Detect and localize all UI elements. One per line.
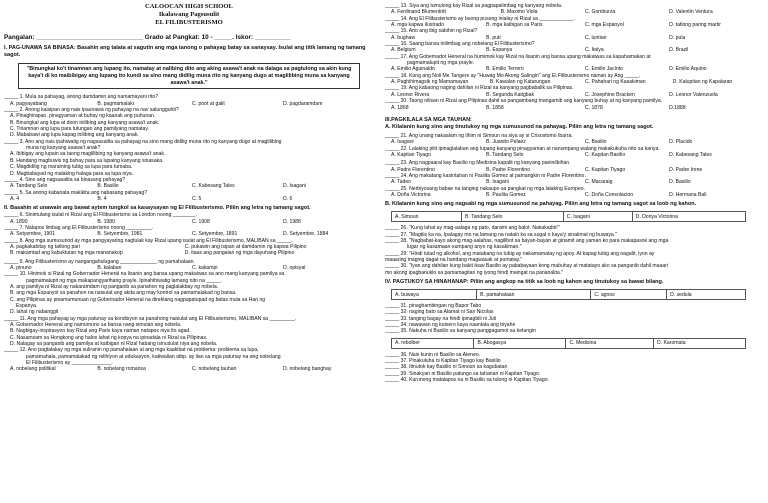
option: C. Josephine Bracken <box>584 91 635 98</box>
option: B. Emilio Terrero <box>486 66 524 73</box>
question-11: _____ 11. Ang mga pahayag ay mga patunay sa kondisyon sa panahong naisulat ang El Filibusterismo, MALIBAN sa _________. <box>4 315 297 322</box>
option: C. Doña Consolacion <box>584 191 634 198</box>
option: A. mga kapwa ilustrado <box>391 22 444 29</box>
part2-heading: II. Basahin at unawain ang bawat aytem tungkol sa kasaysayan ng El Filibusterismo. Piliin ang letra ng tamang sagot. <box>4 205 311 212</box>
option: D. Nalagay sa panganib ang pamilya at kaibigan ni Rizal habang isinusulat niya ang nobela. <box>10 341 218 348</box>
option: A. pagyayabang <box>10 100 47 107</box>
option: D. opisyal <box>282 264 306 271</box>
q20-options <box>385 105 757 111</box>
option: C. Setyembre, 1891 <box>191 231 238 238</box>
option: C. nobelang tauhan <box>191 366 237 373</box>
option: D. Magbabayad ng malaking halaga para sa lupa niya. <box>10 170 134 177</box>
part3-b-heading: B. Kilalanin kung sino ang nagsabi ng mga sumusunod na pahayag. Piliin ang letra ng tamang sagot sa loob ng kahon. <box>385 201 697 208</box>
option: A. Setyembre, 1901 <box>10 231 56 238</box>
option: D. pagdaramdam <box>282 100 323 107</box>
option: B. makamtad ang kabuktutan ng mga mananakop <box>10 250 123 257</box>
option: C. luntian <box>584 34 607 41</box>
option: C. mga Espanyol <box>584 22 624 29</box>
option: Espanya. <box>16 303 38 310</box>
option: A. Isagani <box>391 139 414 146</box>
option: A. Tandang Selo <box>10 183 48 190</box>
q21-options <box>385 139 757 145</box>
q7-options <box>4 231 374 237</box>
choice-cell: A. buwaya <box>392 290 477 300</box>
option: C. Kapitan Basilio <box>584 151 626 158</box>
right-column <box>385 3 757 383</box>
q24-options <box>385 179 757 185</box>
option: C. Kabesang Tales <box>191 183 235 190</box>
question-35: _____ 35. Nakuha ni Basilio sa kanyang panggagamot sa ketungin <box>385 328 536 335</box>
q12-options <box>4 366 374 372</box>
option: D. Valentin Ventura <box>669 9 713 16</box>
option: D. Leonor Valenzuela <box>669 91 718 98</box>
option: A. ang pamilya ni Rizal ay nakaramdam ng panganib sa panahon ng paglalakbay ng nobela. <box>10 284 219 291</box>
option: A. Ferdinand Blumentritt <box>391 9 446 16</box>
option: D. lahat ng nabanggit <box>10 309 59 316</box>
option: A. 4 <box>10 195 20 202</box>
option: B. mga kaibigan sa Paris <box>486 22 543 29</box>
option: B. Nagbigay-inspirasyon kay Rizal ang Paris kaya naman natapos niya ito agad. <box>10 328 191 335</box>
option: B. pagmamalaki <box>97 100 134 107</box>
question-16: _____ 16. Saang bansa inilimbag ang nobelang El Filibusterismo? <box>385 41 535 48</box>
option: B. Binungkal ang lupa at doon inilibing ang kanyang asawa't anak. <box>10 119 160 126</box>
option: A. Paghihimagsik ng Mamamayan <box>391 79 469 86</box>
question-38: _____ 38. Itinutok kay Basilio ni Simoun sa kagubatan <box>385 364 508 371</box>
grade-field[interactable]: _____. <box>214 34 234 41</box>
q17-options <box>385 66 757 72</box>
exam-title: Ikalawang Pagsusulit <box>158 11 220 18</box>
choice-cell: A. rebolber <box>392 338 474 348</box>
choice-cell: C. Isagani <box>563 212 632 222</box>
option: C. Emilio Jacinto <box>584 66 623 73</box>
part3-a-heading: A. Kilalanin kung sino ang tinutukoy ng mga sumusunod na pahayag. Piliin ang letra ng tamang sagot. <box>385 123 654 130</box>
left-column <box>4 3 374 373</box>
question-18: _____ 18. Kung ang Noli Me Tangere ay "Huwag Mo Akong Salingin" ang El Filibusterismo naman ay Ang _____. <box>385 72 641 79</box>
option: C. ang Pilipinas ay pinamumunuan ng Gobernador Heneral na direktang nagpapatupad ng batas mula sa Hari ng <box>10 296 266 303</box>
option: D. nobelang banghay <box>282 366 332 373</box>
question-3-cont: muna ng kanyang asawa't anak? <box>26 145 101 152</box>
question-14: _____ 14. Ang El Filibusterismo ay buong pusong inialay ni Rizal sa ____________. <box>385 15 575 22</box>
question-22: _____ 22. Lalaking pilit ipinaglalaban ang lupang kanyang pinagyaman at nanumpang walang makakukuha nito sa kanya. <box>385 145 660 152</box>
grade-label: Grado at Pangkat: <box>144 34 200 41</box>
question-32: _____ 32. naging bato sa Alamat ni San Nicolas <box>385 309 494 316</box>
choice-cell: D. Karomata <box>654 338 746 348</box>
option: C. kakampi <box>191 264 218 271</box>
question-20: _____ 20. Taong nilisan ni Rizal ang Pilipinas dahil sa pangambang mangamib ang kanyang buhay at ng kanyang pamilya. <box>385 98 663 105</box>
subject-title: EL FILIBUSTERISMO <box>155 19 223 26</box>
question-12: _____ 12. Ano pagtalakay ng mga suliranin ng pamahalaan at ang mga kaakibat na problema: problema sa lupa, <box>4 347 259 354</box>
option: C. Pahahari ng Kasakiman <box>584 79 646 86</box>
question-28-cont: lugar ng kasamaan-sumpang anyo ng kasakiman." <box>407 244 522 251</box>
question-36: _____ 36. Nais kunin ni Basilio sa Ateneo. <box>385 351 481 358</box>
question-19: _____ 19. Ang kabaong naging dahilan ni Rizal sa kanyang pagbabalik sa Pilipinas. <box>385 85 574 92</box>
option: C. 5 <box>191 195 202 202</box>
option: A. nobelang politikal <box>10 366 56 373</box>
option: C. Nasamsam sa Hongkong ang halos lahat ng kopya na ipinadala ni Rizal sa Pilipinas. <box>10 334 208 341</box>
option: A. 1868 <box>391 104 409 111</box>
option: B. Isagani <box>486 179 509 186</box>
option: D. Mababawi ang lupa kapag inilibing ang kanyang anak. <box>10 132 139 139</box>
q4-options <box>4 183 374 189</box>
option: C. 1908 <box>191 218 210 225</box>
option: D.1888 <box>669 104 686 111</box>
option: A. Tadeo <box>391 179 412 186</box>
q5-options <box>4 196 374 202</box>
question-2: _____ 2. Anong kaisipan ang nais ipaunawa ng pahayag na nav salungguhit? <box>4 107 179 114</box>
question-23: _____ 23. Ang nagpaaral kay Basilio ng Medisina kapalit ng kanyang paninilbihan. <box>385 160 571 167</box>
q13-options <box>385 9 757 15</box>
option: A. Belgium <box>391 47 416 54</box>
question-24: _____ 24. Ang makatang kasintahan ni Paulita Gomez at pamangkin ni Padre Florentino. <box>385 172 586 179</box>
choice-cell: D. Donya Victorina <box>632 212 745 222</box>
option: D. 6 <box>282 195 293 202</box>
option: C. Tinamnan ang lupa para tulungan ang pamilyang namatay. <box>10 126 149 133</box>
grade-value: 10 - <box>201 34 213 41</box>
option: C. Basilio <box>584 139 607 146</box>
question-9: _____ 9. Ang Filibusterismo ay nangangahulugang _____________ ng pamahalaan. <box>4 258 195 265</box>
question-3: _____ 3. Ano ang nais ipahiwatig ng nagsasalita sa pahayag na sino mang didilig muna rito ng kanyang dugo at maglilibing <box>4 138 282 145</box>
option: C. 1878 <box>584 104 603 111</box>
option: D. pula <box>669 34 686 41</box>
choice-cell: A. Simoun <box>392 212 462 222</box>
choice-cell: D. sedula <box>667 290 746 300</box>
option: D. Brazil <box>669 47 689 54</box>
question-29: _____ 29. "Hindi tulad ng alkohol, ang matabang na tubig ay nakamamatay ng apoy. At kapag tubig ang nagalit, iyon ay <box>385 250 655 257</box>
option: C. pukawin ang isipan at damdamin ng kapwa Pilipino <box>184 243 307 250</box>
option: D. tatlong paring martir <box>669 22 721 29</box>
option: B. Handang magbuwis ng buhay para sa lupaing kanyang sinasaka. <box>10 157 164 164</box>
q8-options-row2 <box>4 250 374 256</box>
option: D. Setyembre, 1884 <box>282 231 329 238</box>
question-39: _____ 39. Sinakyan ni Basilio patungo sa tahanan ni Kapitan Tiyago. <box>385 370 541 377</box>
option: D. Isagani <box>282 183 306 190</box>
option: A. Ibibigay ang lupain sa taong maglilibing ng kanyang asawa't anak. <box>10 151 166 158</box>
option: B. Tandang Selo <box>486 151 524 158</box>
question-12-cont: El Filibusterismo ay ______________. <box>26 360 113 367</box>
option: B. Padre Florentino <box>486 166 531 173</box>
question-28: _____ 28. "Nagbabat-kayo akong mag-aalahas, nagilibot sa bayan-bayan at ginamit ang yaman ko para makapasok ang mga <box>385 237 669 244</box>
choices-box-2 <box>391 289 746 300</box>
option: B. 4 <box>97 195 107 202</box>
question-6: _____ 6. Sinimulang isulat ni Rizal ang El Filibusterismo sa London noong ________. <box>4 212 197 219</box>
option: D. 1988 <box>282 218 301 225</box>
option: B. 1980 <box>97 218 115 225</box>
question-29-cont: maaaring maging dagat na handang magwasak at pumatay." <box>385 257 523 263</box>
q22-options <box>385 152 757 158</box>
part4-heading: IV. PAGTUKOY SA HINAHANAP: Piliin ang angkop na titik sa loob ng kahon ang tinutukoy sa bawat bilang. <box>385 279 664 286</box>
question-37: _____ 37. Pinakuluha ni Kapitan Tiyago kay Basilio <box>385 358 501 365</box>
choices-box-3 <box>391 338 746 349</box>
question-25: _____ 25. Nerbiyosang babae na tanging nakaupo sa pangkat ng mga lalaking Europeo. <box>385 185 585 192</box>
question-1: _____ 1. Mula sa pahayag, anong damdamin ang namamayani rito? <box>4 94 159 101</box>
option: B. Basilio <box>97 183 119 190</box>
student-info-row <box>4 33 374 42</box>
option: A. 1890 <box>10 218 28 225</box>
option: D. Emilio Aquino <box>669 66 707 73</box>
question-30: _____ 30. "Iyan ang dahilan kung bakit ikaw Basilio ay pababayaan kong mabuhay at matatayo ako sa panganib dahil maaari <box>385 263 669 270</box>
option: C. Macaraig <box>584 179 613 186</box>
question-30-cont: mo akong ipagbanuklo sa pamamagitan ng iyong hindi maingat na pananalita." <box>385 269 563 276</box>
option: B. Setyembre, 1981 <box>97 231 143 238</box>
option: B. kalaban <box>97 264 122 271</box>
question-4: _____ 4. Sino ang nagsasalita sa binasang pahayag? <box>4 176 126 183</box>
option: A. pagkakabitay ng tatlong pari <box>10 243 80 250</box>
option: A. Emilio Aguinaldo <box>391 66 435 73</box>
question-26: _____ 26. "Kung lahat ay mag-aalaga ng pato, darami ang balot. Nakakadiri!" <box>385 225 560 232</box>
option: B. puti <box>486 34 501 41</box>
question-8: _____ 8. Ang mga sumusunod ay mga pangyayaring nagtulak kay Rizal upang isulat ang El Filibusterismo, MALIBAN sa _____. <box>4 237 293 244</box>
option: B. Segunda Katigbak <box>486 91 535 98</box>
option: D. Kabesang Tales <box>669 151 712 158</box>
choice-cell: B. pamahalaan <box>477 290 591 300</box>
option: B. nobelang romansa <box>97 366 146 373</box>
option: B. ang mga Espanyol sa panahon na naisulat ang akda ang may kontrol sa pamamalakad ng bansa. <box>10 290 237 297</box>
option: A. Doña Victorina <box>391 191 431 198</box>
choice-cell: B. Tandang Selo <box>462 212 564 222</box>
question-12-cont: pamamahala, pamamalakad ng relihiyon at edukasyon, katiwalian atbp. ay ilan sa mga patunay na ang nobelang <box>26 353 281 360</box>
question-40: _____ 40. Kurunong matalapos na ni Basilio sa tulong ni Kapitan Tiyago. <box>385 377 549 384</box>
option: D. Kalupitan ng Kapalaran <box>672 79 733 86</box>
option: B. 1858 <box>486 104 504 111</box>
option: D. Basilio <box>669 179 691 186</box>
name-field[interactable]: ______________________________ <box>36 34 143 41</box>
option: D. Hermana Bali <box>669 191 707 198</box>
question-7: _____ 7. Natapos limbag ang El Filibusterismo noong _________. <box>4 224 154 231</box>
option: B. Juanito Pelaez <box>486 139 526 146</box>
passage-quote: "Binungkal ko't tinamnan ang lupang ito, namatay at nalibing dito ang aking asawa't anak na dalaga sa pagtulong sa akin kung kaya't di ko maibibigay ang lupang ito kundi sa sino mang didilig muna rito ng kanyang dugo at maglilibing muna sa kanyang asawa't anak." <box>18 63 360 89</box>
option: D. itaas ang pangalan ng mga dayuhang Pilipino <box>184 250 295 257</box>
q6-options <box>4 219 374 225</box>
question-17: _____ 17. Ang Gobernador Heneral na humimok kay Rizal na lisanin ang bansa upang makaiwas sa kapahamakan at <box>385 53 651 60</box>
part3-heading: III.PAGKILALA SA MGA TAUHAN: <box>385 116 472 123</box>
part1-heading: I. PAG-UNAWA SA BINASA: Basahin ang talata at sagutin ang mga tanong o pahayag batay sa sanaysay. Isulat ang titik lamang ng tamang sagot. <box>4 45 366 58</box>
question-10: _____ 10. Hinimok si Rizal ng Gobernador Heneral na lisanin ang bansa upang makaiwas sa ano mang kanyang pamilya sa <box>4 271 285 278</box>
choice-cell: B. Abogasya <box>474 338 566 348</box>
q16-options <box>385 47 757 53</box>
question-27: _____ 27. "Magtiis ka na, Ipalagay mo na lamang na natalo ka sa sugal o kaya'y sinakmal ng buwaya." <box>385 231 617 238</box>
option: C. Italya <box>584 47 604 54</box>
school-name: CALOOCAN HIGH SCHOOL <box>145 3 233 10</box>
choice-cell: C. agnos <box>591 290 667 300</box>
option: B. Paulita Gomez <box>486 191 526 198</box>
question-34: _____ 34. nawawan ng kutsero kaya naantala ang biyahe <box>385 322 516 329</box>
question-17-cont: pagmamalupit ng mga prayle. <box>407 60 475 67</box>
option: A. pinuno <box>10 264 32 271</box>
option: B. Kawalan ng Katarungan <box>489 79 551 86</box>
option: A. Pinaghirapan, pinagyaman at buhay ng kaanak ang puhunan. <box>10 113 156 120</box>
question-21: _____ 21. Ang unang nakaalam ng lihim ni Simoun na siya ay si Crisostomo Ibarra. <box>385 132 573 139</box>
question-10-cont: pagmamalupit ng mga makapangyarihang prayle. Ipinahihiwatig lamang nito na _____. <box>26 277 222 284</box>
question-5: _____ 5. Sa anong kabanata makikita ang nabasang pahayag? <box>4 189 148 196</box>
option: A. Gobernador Heneral ang namumuno sa bansa nang simulan ang nobela. <box>10 322 182 329</box>
name-label: Pangalan: <box>4 34 35 41</box>
question-31: _____ 31. pinaghambingan ng Bapor Tabo <box>385 303 482 310</box>
option: B. Espanya <box>486 47 513 54</box>
option: C. Gomburza <box>584 9 616 16</box>
q25-options <box>385 192 757 198</box>
q23-options <box>385 167 757 173</box>
score-label: Iskor: <box>235 34 254 41</box>
option: A. Kapitan Tiyago <box>391 151 431 158</box>
option: D. Padre Irene <box>669 166 703 173</box>
option: C. Magdidilig ng maraming tubig sa lupa para tumaba. <box>10 164 133 171</box>
option: C. poot at galit <box>191 100 225 107</box>
option: A. Leonor Rivera <box>391 91 430 98</box>
option: D. Placido <box>669 139 693 146</box>
question-15: _____ 15. Ano ang ibig sabihin ng Rizal? <box>385 28 478 35</box>
option: A. Padre Florentino <box>391 166 435 173</box>
question-33: _____ 33. tanging bagay na hindi ipinagbili ni Juli <box>385 315 497 322</box>
score-field[interactable]: __________ <box>254 34 291 41</box>
question-13: _____ 13. Siya ang tumulong kay Rizal sa pagpapalimbag ng kanyang nobela. <box>385 3 563 9</box>
option: A. bughaw <box>391 34 416 41</box>
option: B. Maximo Viola <box>500 9 538 16</box>
option: C. Kapitan Tiyago <box>584 166 626 173</box>
choice-cell: C. Medisina <box>566 338 654 348</box>
choices-box-1 <box>391 211 746 222</box>
